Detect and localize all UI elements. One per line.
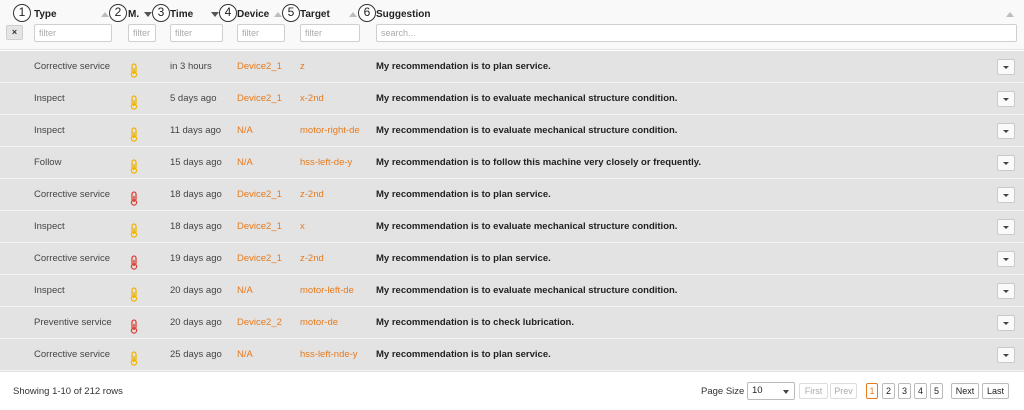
table-row[interactable] [0, 147, 1024, 179]
row-dropdown-button[interactable] [997, 155, 1015, 171]
table-row[interactable] [0, 179, 1024, 211]
time-cell: 5 days ago [170, 93, 217, 104]
target-filter-input[interactable]: filter [300, 24, 360, 42]
suggestion-cell: My recommendation is to evaluate mechanical structure condition. [376, 93, 678, 104]
row-dropdown-button[interactable] [997, 283, 1015, 299]
suggestion-cell: My recommendation is to evaluate mechanical structure condition. [376, 221, 678, 232]
column-header-m[interactable]: M. [128, 9, 140, 20]
device-link[interactable]: Device2_1 [237, 221, 282, 232]
sort-asc-icon[interactable] [1006, 12, 1014, 17]
page-button-3[interactable]: 3 [898, 383, 911, 399]
table-row[interactable] [0, 243, 1024, 275]
next-page-button[interactable]: Next [951, 383, 979, 399]
target-link[interactable]: z-2nd [300, 189, 324, 200]
table-row[interactable] [0, 115, 1024, 147]
time-filter-input[interactable]: filter [170, 24, 223, 42]
type-cell: Inspect [34, 93, 65, 104]
time-cell: 25 days ago [170, 349, 222, 360]
row-dropdown-button[interactable] [997, 219, 1015, 235]
prev-page-button[interactable]: Prev [830, 383, 857, 399]
device-link[interactable]: N/A [237, 125, 253, 136]
thermometer-icon [128, 284, 140, 298]
suggestion-cell: My recommendation is to plan service. [376, 189, 551, 200]
suggestion-cell: My recommendation is to follow this machine very closely or frequently. [376, 157, 702, 168]
device-link[interactable]: N/A [237, 157, 253, 168]
time-cell: 20 days ago [170, 317, 222, 328]
page-button-4[interactable]: 4 [914, 383, 927, 399]
row-dropdown-button[interactable] [997, 187, 1015, 203]
column-header-target[interactable]: Target [300, 9, 330, 20]
device-link[interactable]: Device2_1 [237, 189, 282, 200]
row-dropdown-button[interactable] [997, 347, 1015, 363]
page-size-label: Page Size [701, 386, 745, 397]
suggestion-cell: My recommendation is to plan service. [376, 253, 551, 264]
last-page-button[interactable]: Last [982, 383, 1009, 399]
suggestion-cell: My recommendation is to evaluate mechanical structure condition. [376, 285, 678, 296]
table-row[interactable] [0, 83, 1024, 115]
device-filter-input[interactable]: filter [237, 24, 285, 42]
target-link[interactable]: motor-right-de [300, 125, 360, 136]
thermometer-icon [128, 220, 140, 234]
row-count-text: Showing 1-10 of 212 rows [13, 386, 123, 397]
page-button-1[interactable]: 1 [866, 383, 878, 399]
type-cell: Preventive service [34, 317, 112, 328]
marker-1: 1 [13, 4, 31, 22]
suggestion-search-input[interactable]: search... [376, 24, 1017, 42]
column-header-device[interactable]: Device [237, 9, 270, 20]
time-cell: 20 days ago [170, 285, 222, 296]
thermometer-icon [128, 60, 140, 74]
page-size-select[interactable] [747, 382, 795, 400]
sort-asc-icon[interactable] [349, 12, 357, 17]
target-link[interactable]: motor-left-de [300, 285, 354, 296]
device-link[interactable]: N/A [237, 285, 253, 296]
type-cell: Follow [34, 157, 62, 168]
clear-filters-button[interactable]: × [6, 25, 23, 40]
type-cell: Corrective service [34, 61, 111, 72]
thermometer-icon [128, 124, 140, 138]
suggestion-cell: My recommendation is to plan service. [376, 349, 551, 360]
device-link[interactable]: Device2_1 [237, 253, 282, 264]
type-cell: Corrective service [34, 253, 111, 264]
thermometer-icon [128, 252, 140, 266]
thermometer-icon [128, 188, 140, 202]
chevron-down-icon [783, 390, 789, 394]
target-link[interactable]: z [300, 61, 305, 72]
type-cell: Corrective service [34, 349, 111, 360]
page-button-5[interactable]: 5 [930, 383, 943, 399]
table-row[interactable] [0, 51, 1024, 83]
target-link[interactable]: x [300, 221, 305, 232]
type-cell: Inspect [34, 285, 65, 296]
time-cell: in 3 hours [170, 61, 212, 72]
row-dropdown-button[interactable] [997, 251, 1015, 267]
thermometer-icon [128, 156, 140, 170]
type-cell: Inspect [34, 125, 65, 136]
marker-4: 4 [219, 4, 237, 22]
target-link[interactable]: hss-left-de-y [300, 157, 353, 168]
table-row[interactable] [0, 275, 1024, 307]
time-cell: 15 days ago [170, 157, 222, 168]
row-dropdown-button[interactable] [997, 123, 1015, 139]
column-header-time[interactable]: Time [170, 9, 194, 20]
first-page-button[interactable]: First [799, 383, 828, 399]
type-cell: Inspect [34, 221, 65, 232]
marker-3: 3 [152, 4, 170, 22]
m-filter-input[interactable]: filter [128, 24, 156, 42]
marker-2: 2 [109, 4, 127, 22]
target-link[interactable]: z-2nd [300, 253, 324, 264]
page-button-2[interactable]: 2 [882, 383, 895, 399]
time-cell: 11 days ago [170, 125, 222, 136]
sort-asc-icon[interactable] [274, 12, 282, 17]
table-row[interactable] [0, 339, 1024, 371]
device-link[interactable]: Device2_1 [237, 61, 282, 72]
column-header-suggestion[interactable]: Suggestion [376, 9, 431, 20]
type-filter-input[interactable]: filter [34, 24, 112, 42]
page-size-value: 10 [752, 385, 763, 396]
column-header-type[interactable]: Type [34, 9, 57, 20]
row-dropdown-button[interactable] [997, 59, 1015, 75]
target-link[interactable]: x-2nd [300, 93, 324, 104]
table-header [0, 0, 1024, 50]
table-footer [0, 371, 1024, 410]
time-cell: 18 days ago [170, 189, 222, 200]
target-link[interactable]: motor-de [300, 317, 339, 328]
device-link[interactable]: N/A [237, 349, 253, 360]
suggestion-cell: My recommendation is to evaluate mechanical structure condition. [376, 125, 678, 136]
table-row[interactable] [0, 307, 1024, 339]
table-row[interactable] [0, 211, 1024, 243]
device-link[interactable]: Device2_2 [237, 317, 282, 328]
table-body [0, 51, 1024, 371]
suggestion-cell: My recommendation is to plan service. [376, 61, 551, 72]
sort-asc-icon[interactable] [101, 12, 109, 17]
type-cell: Corrective service [34, 189, 111, 200]
row-dropdown-button[interactable] [997, 315, 1015, 331]
time-cell: 19 days ago [170, 253, 222, 264]
target-link[interactable]: hss-left-nde-y [300, 349, 358, 360]
time-cell: 18 days ago [170, 221, 222, 232]
thermometer-icon [128, 348, 140, 362]
sort-desc-icon[interactable] [144, 12, 152, 17]
thermometer-icon [128, 92, 140, 106]
marker-6: 6 [358, 4, 376, 22]
marker-5: 5 [282, 4, 300, 22]
thermometer-icon [128, 316, 140, 330]
row-dropdown-button[interactable] [997, 91, 1015, 107]
device-link[interactable]: Device2_1 [237, 93, 282, 104]
sort-desc-icon[interactable] [211, 12, 219, 17]
suggestion-cell: My recommendation is to check lubrication. [376, 317, 574, 328]
